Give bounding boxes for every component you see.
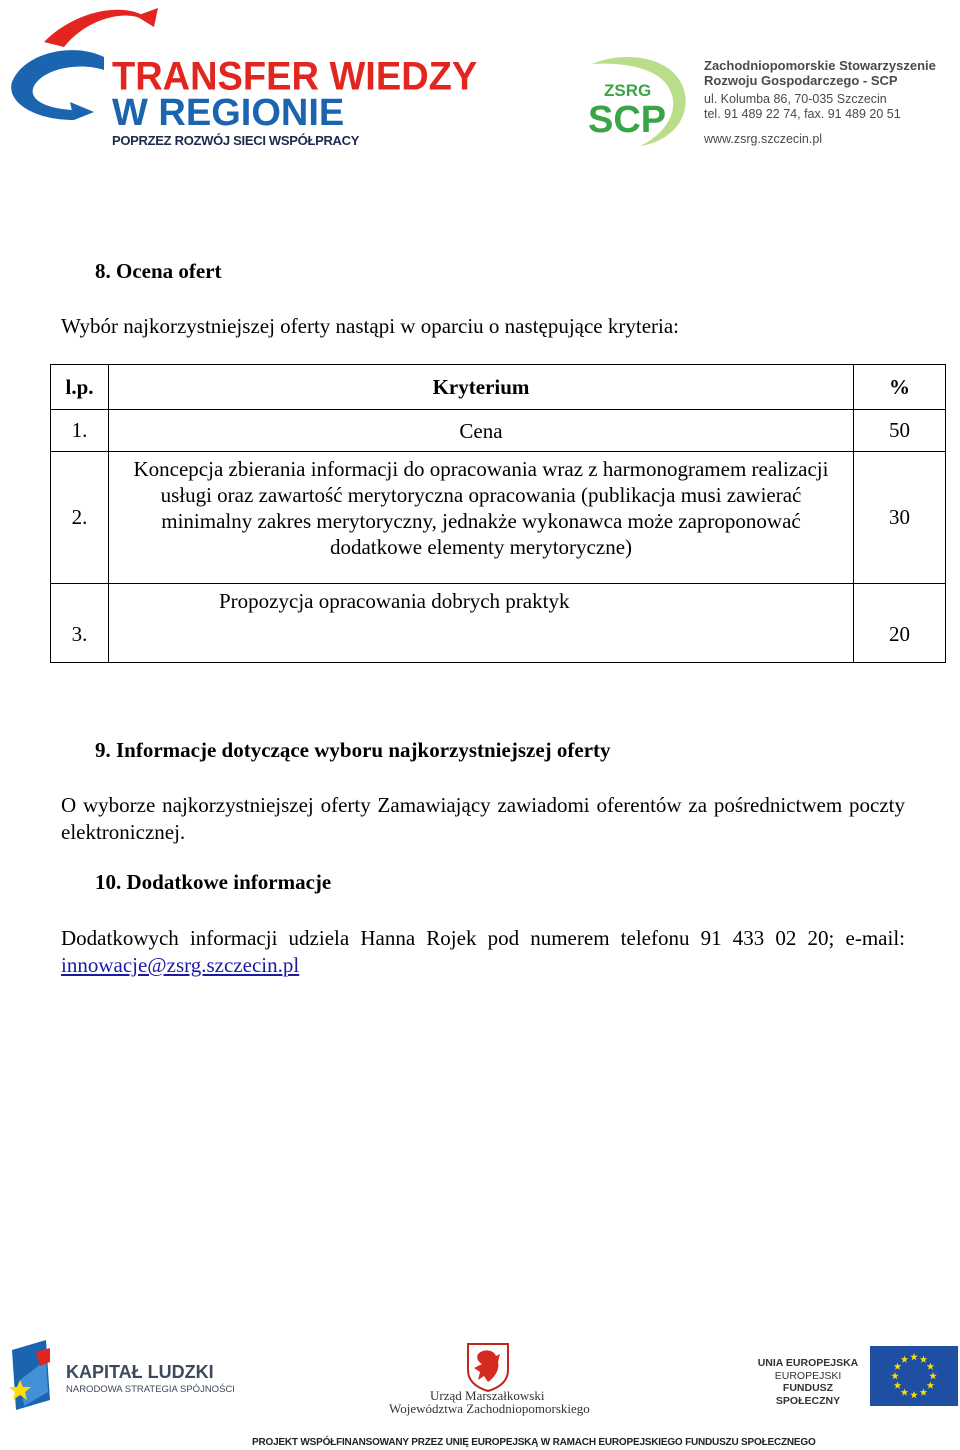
criteria-table — [50, 364, 946, 663]
scp-phone: tel. 91 489 22 74, fax. 91 489 20 51 — [704, 107, 901, 121]
section-9-text: O wyborze najkorzystniejszej oferty Zamawiający zawiadomi oferentów za pośrednictwem poczty elektronicznej. — [61, 793, 905, 844]
eu-flag-icon — [870, 1346, 958, 1406]
urzad-line1: Urząd Marszałkowski — [430, 1388, 545, 1403]
logo-title-line2: W REGIONIE — [112, 92, 345, 134]
section-8-intro: Wybór najkorzystniejszej oferty nastąpi w oparciu o następujące kryteria: — [61, 314, 680, 338]
row-percent: 50 — [854, 410, 946, 452]
project-cofinancing-line: PROJEKT WSPÓŁFINANSOWANY PRZEZ UNIĘ EUROPEJSKĄ W RAMACH EUROPEJSKIEGO FUNDUSZU SPOŁECZNEGO — [252, 1437, 816, 1448]
urzad-line2: Województwa Zachodniopomorskiego — [389, 1401, 590, 1416]
row-percent: 30 — [854, 452, 946, 584]
ue-line2: EUROPEJSKI — [774, 1369, 842, 1382]
red-arrow-icon — [44, 10, 154, 47]
table-row — [51, 452, 946, 584]
table-row — [51, 410, 946, 452]
scp-contact-block — [704, 58, 936, 147]
header-lp: l.p. — [51, 365, 109, 410]
table-row — [51, 584, 946, 663]
row-criterion: Cena — [109, 410, 854, 452]
scp-address: ul. Kolumba 86, 70-035 Szczecin — [704, 92, 887, 106]
row-lp: 3. — [51, 584, 109, 663]
scp-mark-top: ZSRG — [604, 81, 652, 100]
section-10-text — [61, 925, 905, 979]
scp-org-line2: Rozwoju Gospodarczego - SCP — [704, 73, 898, 88]
row-percent: 20 — [854, 584, 946, 663]
scp-mark-bottom: SCP — [588, 99, 667, 141]
griffin-crest-icon — [464, 1342, 512, 1392]
header-percent: % — [854, 365, 946, 410]
section-10-body: Dodatkowych informacji udziela Hanna Rojek pod numerem telefonu 91 433 02 20; e-mail: — [61, 926, 905, 950]
row-lp: 1. — [51, 410, 109, 452]
kapital-ludzki-title: KAPITAŁ LUDZKI — [66, 1362, 214, 1382]
row-criterion: Propozycja opracowania dobrych praktyk — [109, 584, 854, 663]
ue-efs-label — [752, 1357, 864, 1407]
row-criterion: Koncepcja zbierania informacji do opracowania wraz z harmonogramem realizacji usługi oraz zawartość merytoryczna opracowania (publikacja musi zawierać minimalny zakres merytoryczny, jednakże wykonawca może zaproponować dodatkowe elementy merytoryczne) — [109, 452, 854, 584]
blue-arrow-icon — [11, 50, 104, 120]
ue-line1: UNIA EUROPEJSKA — [757, 1357, 859, 1369]
kapital-ludzki-subtitle: NARODOWA STRATEGIA SPÓJNOŚCI — [66, 1384, 235, 1395]
logo-tagline: POPRZEZ ROZWÓJ SIECI WSPÓŁPRACY — [112, 133, 360, 148]
scp-org-line1: Zachodniopomorskie Stowarzyszenie — [704, 58, 936, 73]
logo-title-line1: TRANSFER WIEDZY — [112, 54, 478, 100]
section-10-heading: 10. Dodatkowe informacje — [95, 870, 332, 894]
table-header-row — [51, 365, 946, 410]
section-9-heading: 9. Informacje dotyczące wyboru najkorzystniejszej oferty — [95, 738, 611, 762]
row-lp: 2. — [51, 452, 109, 584]
ue-line3: FUNDUSZ SPOŁECZNY — [775, 1382, 841, 1407]
email-link[interactable]: innowacje@zsrg.szczecin.pl — [61, 953, 300, 977]
header-criterion: Kryterium — [109, 365, 854, 410]
zsrg-scp-logo — [584, 50, 694, 150]
scp-website: www.zsrg.szczecin.pl — [704, 132, 823, 146]
section-8-heading: 8. Ocena ofert — [95, 259, 222, 283]
